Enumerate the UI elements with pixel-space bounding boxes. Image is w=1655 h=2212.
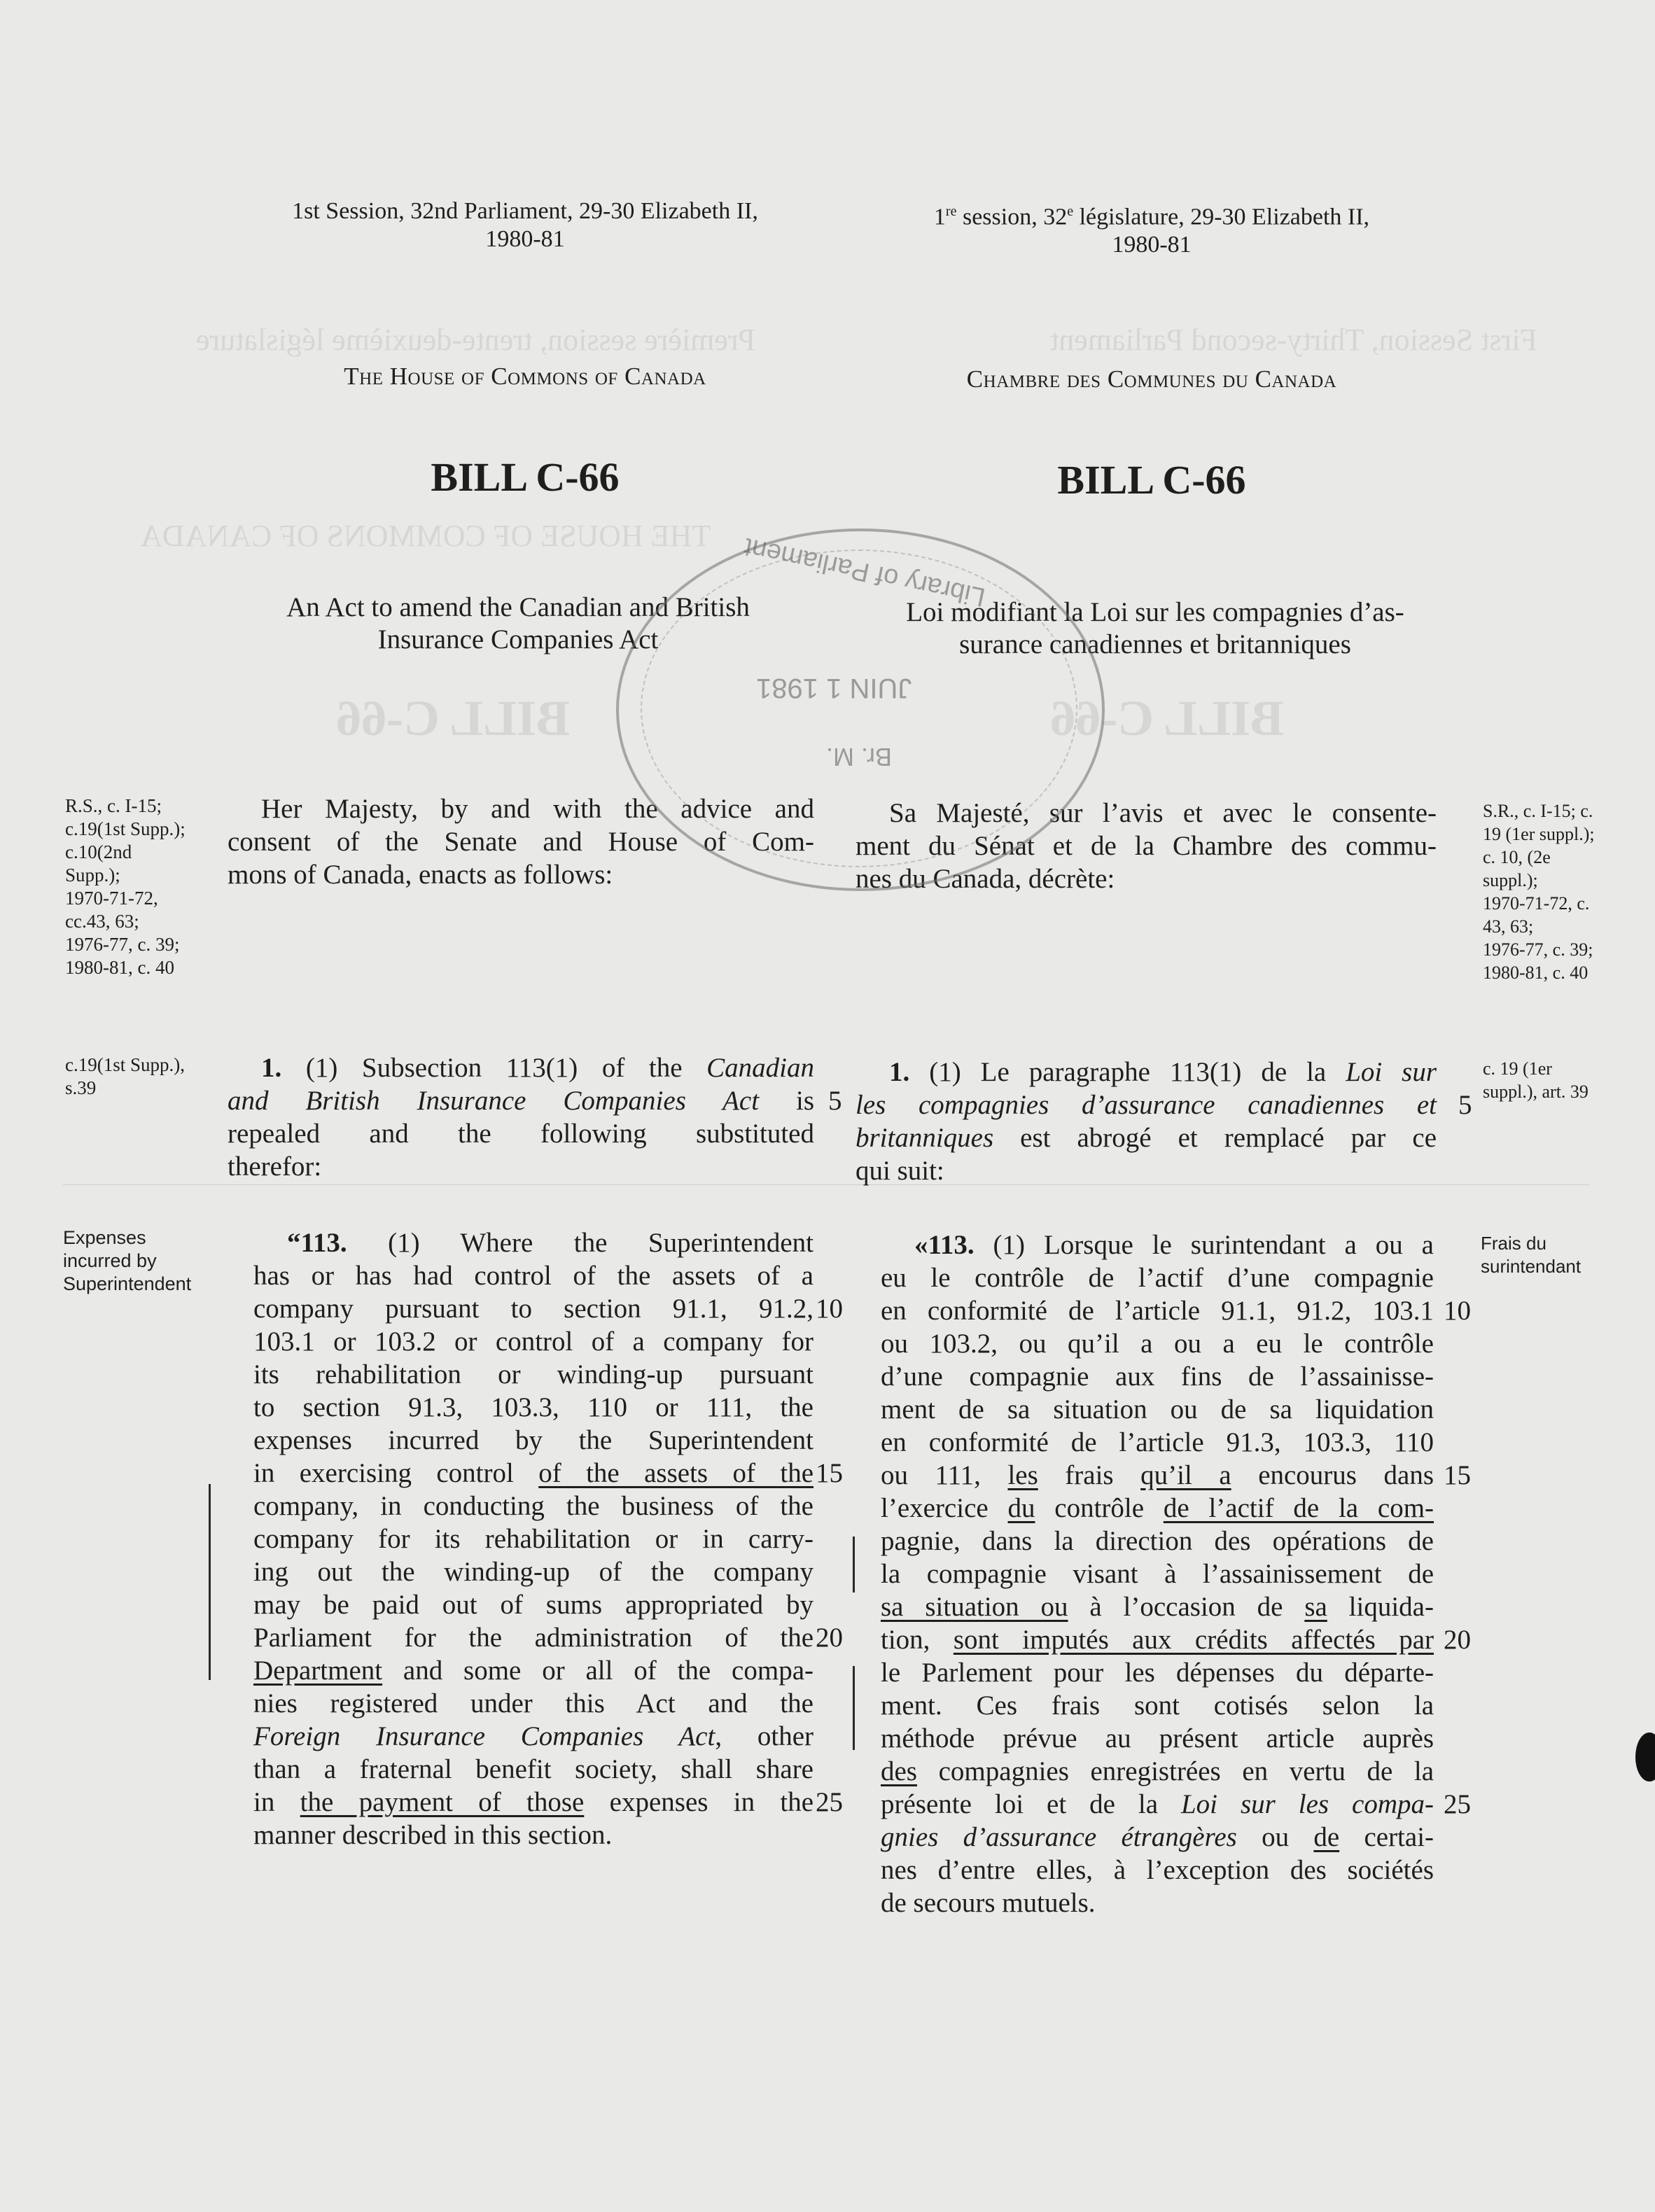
- line-number: 20: [816, 1623, 843, 1653]
- section-1-fr: 1. (1) Le paragraphe 113(1) de la Loi sur les compagnies d’assurance canadiennes et britanniques est abrogé et remplacé par ce qui suit:: [856, 1057, 1437, 1186]
- session-year: 1980-81: [485, 226, 565, 252]
- session-line: 1st Session, 32nd Parliament, 29-30 Elizabeth II,: [292, 198, 758, 224]
- line-number: 5: [828, 1086, 842, 1116]
- enacting-clause-fr: Sa Majesté, sur l’avis et avec le consente- ment du Sénat et de la Chambre des commu- nes du Canada, décrète:: [856, 798, 1437, 894]
- line-number: 25: [1444, 1789, 1471, 1819]
- act-title-line: Insurance Companies Act: [377, 624, 659, 654]
- stamp-text: Library of Parliament: [741, 532, 989, 612]
- stamp-text: Br. M.: [826, 743, 893, 771]
- stamp-date: JUIN 1 1981: [756, 673, 912, 704]
- line-number: 20: [1444, 1625, 1471, 1655]
- line-number: 25: [816, 1787, 843, 1817]
- margin-note-expenses: Expenses incurred by Superintendent: [63, 1227, 192, 1294]
- line-number: 10: [816, 1294, 843, 1324]
- amendment-bar: [209, 1484, 211, 1680]
- section-113-fr: «113. (1) Lorsque le surintendant a ou a eu le contrôle de l’actif d’une compagnie en conformité de l’article 91.1, 91.2, 103.1 ou 103.2, ou qu’il a ou a eu le contrôle d’une compagnie aux fins de l’assainisse- ment de sa situation ou de sa liquidation en conformité de l’article 91.3, 103.3, 110 ou 111, les frais qu’il a encourus dans l’exercice du contrôle de l’actif de la com- pagnie, dans la direction des opérations de la compagnie visant à l’assainissement de sa situation ou à l’occasion de sa liquida- tion, sont imputés aux crédits affectés par le Parlement pour les dépenses du départe- ment. Ces frais sont cotisés selon la méthode prévue au présent article auprès des compagnies enregistrées en vertu de la présente loi et de la Loi sur les compa- gnies d’assurance étrangères ou de certai- nes d’entre elles, à l’exception des sociétés de secours mutuels.: [881, 1230, 1434, 1918]
- house-of-commons-heading: The House of Commons of Canada: [344, 363, 706, 390]
- act-title-line: Loi modifiant la Loi sur les compagnies d’as-: [906, 597, 1404, 627]
- session-heading-en: [231, 197, 819, 253]
- bleed-through-text: BILL C-66: [336, 690, 571, 746]
- bleed-through-text: Première session, trente-deuxième législature: [196, 323, 756, 357]
- section-113-en: “113. (1) Where the Superintendent has or has had control of the assets of a company pursuant to section 91.1, 91.2, 103.1 or 103.2 or control of a company for its rehabilitation or winding-up pursuant to section 91.3, 103.3, 110 or 111, the expenses incurred by the Superintendent in exercising control of the assets of the company, in conducting the business of the company for its rehabilitation or in carry- ing out the winding-up of the company may be paid out of sums appropriated by Parliament for the administration of the Department and some or all of the compa- nies registered under this Act and the Foreign Insurance Companies Act, other than a fraternal benefit society, shall share in the payment of those expenses in the manner described in this section.: [253, 1228, 814, 1850]
- line-number: 15: [816, 1458, 843, 1488]
- bleed-through-text: First Session, Thirty-second Parliament: [1050, 323, 1537, 357]
- act-title-line: surance canadiennes et britanniques: [959, 629, 1351, 659]
- margin-note-sr-citations: S.R., c. I-15; c. 19 (1er suppl.); c. 10, (2e suppl.); 1970-71-72, c. 43, 63; 1976-77, c. 39; 1980-81, c. 40: [1483, 801, 1595, 983]
- bleed-through-text: THE HOUSE OF COMMONS OF CANADA: [140, 519, 711, 553]
- line-number: 5: [1458, 1090, 1472, 1120]
- line-number: 10: [1444, 1296, 1471, 1326]
- chambre-des-communes-heading: Chambre des Communes du Canada: [966, 365, 1337, 393]
- line-number: 15: [1444, 1460, 1471, 1490]
- session-year: 1980-81: [1112, 232, 1192, 258]
- margin-note-art39: c. 19 (1er suppl.), art. 39: [1483, 1058, 1588, 1102]
- session-heading-fr: 1re session, 32e législature, 29-30 Elizabeth II, 1980-81: [858, 197, 1446, 259]
- bleed-through-text: BILL C-66: [1050, 690, 1285, 746]
- enacting-clause-en: Her Majesty, by and with the advice and consent of the Senate and House of Com- mons of Canada, enacts as follows:: [228, 794, 814, 890]
- margin-note-frais: Frais du surintendant: [1481, 1233, 1581, 1277]
- amendment-bar: [853, 1666, 855, 1750]
- act-title-line: An Act to amend the Canadian and British: [286, 592, 750, 622]
- library-stamp-inner-ring: [641, 550, 1077, 867]
- margin-note-rs-citations: R.S., c. I-15; c.19(1st Supp.); c.10(2nd Supp.); 1970-71-72, cc.43, 63; 1976-77, c. 39; 1980-81, c. 40: [65, 795, 186, 978]
- margin-note-s39: c.19(1st Supp.), s.39: [65, 1054, 185, 1098]
- section-1-en: 1. (1) Subsection 113(1) of the Canadian and British Insurance Companies Act is repealed and the following substituted therefor:: [228, 1053, 815, 1182]
- bill-number-fr: BILL C-66: [1057, 457, 1246, 503]
- bill-number-en: BILL C-66: [431, 454, 620, 500]
- amendment-bar: [853, 1536, 855, 1592]
- binding-hole: [1635, 1732, 1655, 1782]
